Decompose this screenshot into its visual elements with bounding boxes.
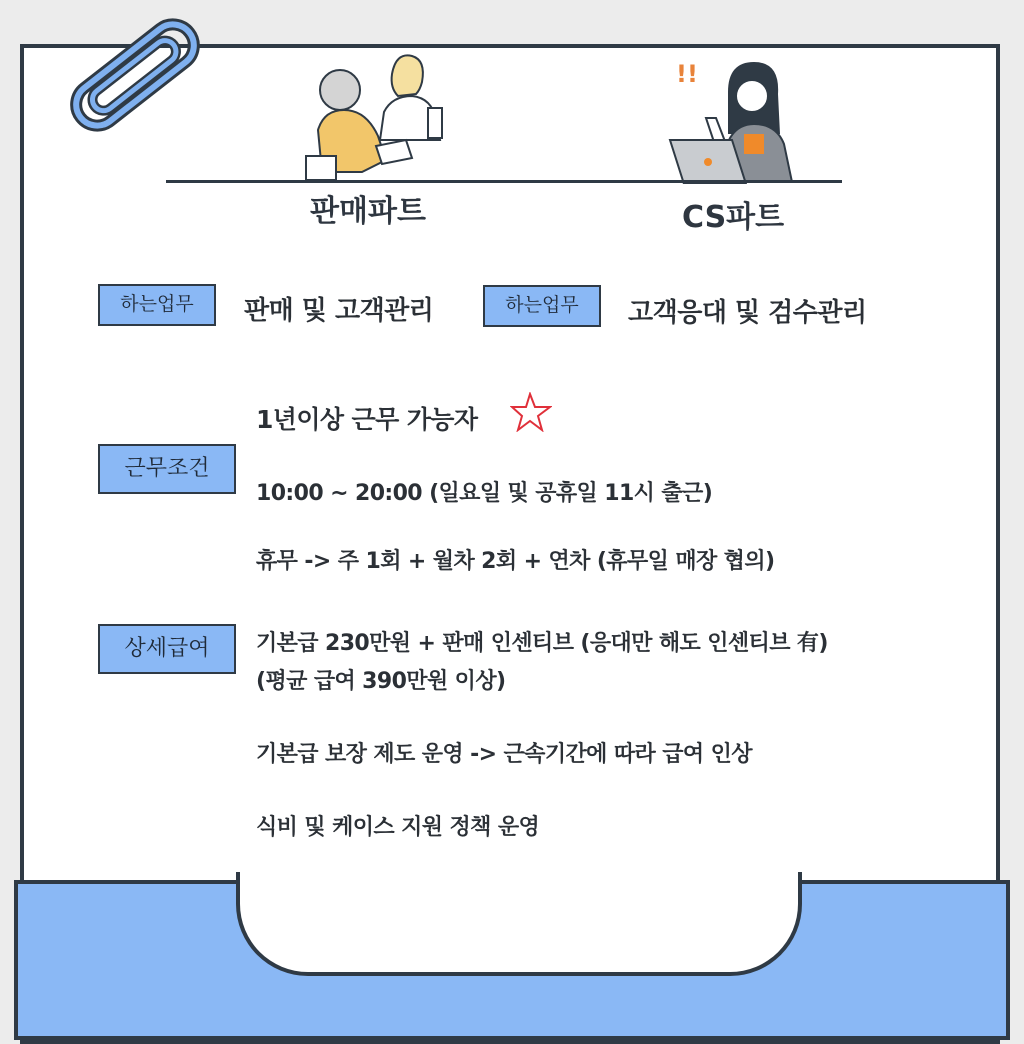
star-icon <box>510 392 552 432</box>
cs-part-title: CS파트 <box>682 200 785 235</box>
bottom-tab <box>236 872 802 976</box>
salary-item: (평균 급여 390만원 이상) <box>256 669 506 694</box>
condition-item: 1년이상 근무 가능자 <box>256 405 478 434</box>
condition-item: 휴무 -> 주 1회 + 월차 2회 + 연차 (휴무일 매장 협의) <box>256 549 775 574</box>
cs-duty-label: 하는업무 <box>483 285 601 327</box>
condition-item: 10:00 ~ 20:00 (일요일 및 공휴일 11시 출근) <box>256 481 713 506</box>
cs-agent-illustration <box>666 52 806 184</box>
paperclip-icon <box>60 10 210 140</box>
salary-item: 식비 및 케이스 지원 정책 운영 <box>256 815 540 840</box>
sales-consultation-illustration <box>296 50 456 182</box>
salary-label: 상세급여 <box>98 624 236 674</box>
sales-duty-label: 하는업무 <box>98 284 216 326</box>
svg-text:!!: !! <box>676 60 698 88</box>
conditions-label: 근무조건 <box>98 444 236 494</box>
sales-part-title: 판매파트 <box>310 194 426 229</box>
salary-item: 기본급 230만원 + 판매 인센티브 (응대만 해도 인센티브 有) <box>256 631 828 656</box>
salary-item: 기본급 보장 제도 운영 -> 근속기간에 따라 급여 인상 <box>256 742 752 767</box>
sales-duty-text: 판매 및 고객관리 <box>244 296 434 326</box>
section-divider <box>166 180 842 183</box>
cs-duty-text: 고객응대 및 검수관리 <box>628 298 867 328</box>
